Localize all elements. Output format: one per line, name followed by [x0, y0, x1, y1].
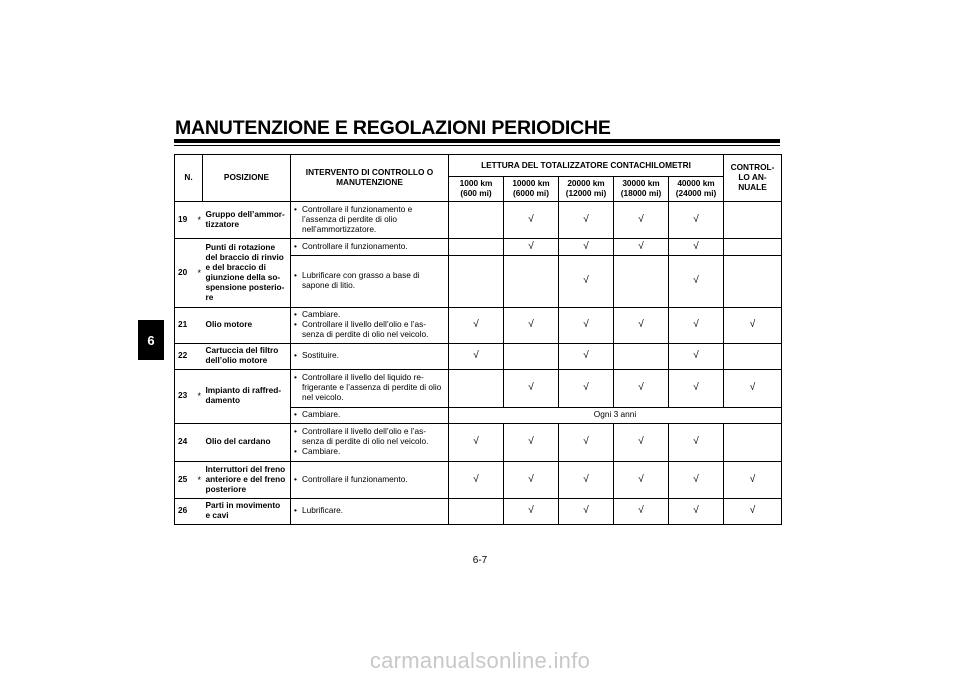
row-actions: • Cambiare.	[291, 407, 449, 423]
row-position: Gruppo dell’ammor-tizzatore	[203, 201, 291, 238]
row-actions: • Cambiare. • Controllare il livello dell’olio e l’as-senza di perdite di olio nel veicolo.	[291, 307, 449, 343]
title-rule-thin	[174, 145, 780, 146]
row-actions: • Lubrificare con grasso a base di sapone di litio.	[291, 255, 449, 307]
check-annual: √	[724, 498, 782, 524]
header-km-1000: 1000 km (600 mi)	[449, 177, 504, 202]
row-number: 19	[175, 201, 195, 238]
row-star	[195, 498, 203, 524]
header-km-20000: 20000 km (12000 mi)	[559, 177, 614, 202]
check-40000: √	[669, 307, 724, 343]
check-10000	[504, 343, 559, 369]
check-40000: √	[669, 423, 724, 461]
row-actions: • Controllare il funzionamento.	[291, 461, 449, 498]
check-10000: √	[504, 498, 559, 524]
check-40000: √	[669, 498, 724, 524]
row-position: Cartuccia del filtro dell’olio motore	[203, 343, 291, 369]
row-star	[195, 343, 203, 369]
check-1000	[449, 201, 504, 238]
check-30000: √	[614, 423, 669, 461]
row-actions: • Controllare il livello dell’olio e l’as-senza di perdite di olio nel veicolo. • Cambiare.	[291, 423, 449, 461]
row-position: Punti di rotazione del braccio di rinvio e del braccio di giunzione della so-spensione posterio-re	[203, 238, 291, 307]
check-1000: √	[449, 307, 504, 343]
row-number: 26	[175, 498, 195, 524]
check-30000: √	[614, 369, 669, 407]
row-number: 24	[175, 423, 195, 461]
row-star: *	[195, 201, 203, 238]
check-1000: √	[449, 461, 504, 498]
row-number: 20	[175, 238, 195, 307]
row-star	[195, 423, 203, 461]
check-1000	[449, 238, 504, 255]
watermark: carmanualsonline.info	[369, 648, 591, 673]
check-30000: √	[614, 201, 669, 238]
check-annual: √	[724, 369, 782, 407]
check-20000: √	[559, 343, 614, 369]
row-star	[195, 307, 203, 343]
page-title: MANUTENZIONE E REGOLAZIONI PERIODICHE	[175, 117, 611, 139]
check-10000: √	[504, 238, 559, 255]
table-row-19	[175, 201, 782, 238]
table-row-23a	[175, 369, 782, 407]
check-annual	[724, 201, 782, 238]
table-row-20a	[175, 238, 782, 255]
maintenance-table	[174, 154, 782, 525]
check-40000: √	[669, 201, 724, 238]
row-number: 22	[175, 343, 195, 369]
table-row-22	[175, 343, 782, 369]
row-star: *	[195, 461, 203, 498]
header-km-40000: 40000 km (24000 mi)	[669, 177, 724, 202]
check-20000: √	[559, 238, 614, 255]
row-position: Impianto di raffred-damento	[203, 369, 291, 423]
check-1000	[449, 255, 504, 307]
row-position: Olio del cardano	[203, 423, 291, 461]
row-actions: • Controllare il funzionamento e l’assenza di perdite di olio nell’ammortizzatore.	[291, 201, 449, 238]
table-row-25	[175, 461, 782, 498]
check-1000	[449, 498, 504, 524]
row-position: Interruttori del freno anteriore e del freno posteriore	[203, 461, 291, 498]
interval-text: Ogni 3 anni	[449, 407, 782, 423]
table-row-21	[175, 307, 782, 343]
header-intervention: INTERVENTO DI CONTROLLO O MANUTENZIONE	[291, 155, 449, 202]
check-40000: √	[669, 369, 724, 407]
check-30000	[614, 255, 669, 307]
header-km-10000: 10000 km (6000 mi)	[504, 177, 559, 202]
check-40000: √	[669, 255, 724, 307]
check-30000	[614, 343, 669, 369]
table-row-26	[175, 498, 782, 524]
chapter-tab: 6	[138, 320, 164, 360]
check-10000: √	[504, 201, 559, 238]
check-40000: √	[669, 343, 724, 369]
check-20000: √	[559, 255, 614, 307]
check-10000: √	[504, 461, 559, 498]
row-star: *	[195, 238, 203, 307]
check-10000	[504, 255, 559, 307]
check-20000: √	[559, 498, 614, 524]
check-annual	[724, 423, 782, 461]
row-actions: • Controllare il funzionamento.	[291, 238, 449, 255]
check-30000: √	[614, 238, 669, 255]
check-30000: √	[614, 498, 669, 524]
check-annual	[724, 255, 782, 307]
header-odometer: LETTURA DEL TOTALIZZATORE CONTACHILOMETRI	[449, 155, 724, 177]
header-position: POSIZIONE	[203, 155, 291, 202]
check-20000: √	[559, 307, 614, 343]
check-annual	[724, 238, 782, 255]
row-number: 21	[175, 307, 195, 343]
title-rule-thick	[174, 139, 780, 143]
row-number: 25	[175, 461, 195, 498]
row-position: Parti in movimento e cavi	[203, 498, 291, 524]
header-annual: CONTROL-LO AN-NUALE	[724, 155, 782, 202]
check-20000: √	[559, 369, 614, 407]
check-30000: √	[614, 307, 669, 343]
table-row-24	[175, 423, 782, 461]
header-n: N.	[175, 155, 203, 202]
check-10000: √	[504, 369, 559, 407]
check-1000: √	[449, 343, 504, 369]
row-actions: • Sostituire.	[291, 343, 449, 369]
row-number: 23	[175, 369, 195, 423]
row-actions: • Controllare il livello del liquido re-frigerante e l’assenza di perdite di olio nel veicolo.	[291, 369, 449, 407]
page-number: 6-7	[472, 555, 488, 566]
check-annual: √	[724, 461, 782, 498]
check-1000	[449, 369, 504, 407]
check-annual	[724, 343, 782, 369]
check-1000: √	[449, 423, 504, 461]
check-10000: √	[504, 307, 559, 343]
check-10000: √	[504, 423, 559, 461]
row-star: *	[195, 369, 203, 423]
header-km-30000: 30000 km (18000 mi)	[614, 177, 669, 202]
check-30000: √	[614, 461, 669, 498]
row-position: Olio motore	[203, 307, 291, 343]
check-40000: √	[669, 238, 724, 255]
check-20000: √	[559, 201, 614, 238]
check-annual: √	[724, 307, 782, 343]
row-actions: • Lubrificare.	[291, 498, 449, 524]
check-20000: √	[559, 461, 614, 498]
check-40000: √	[669, 461, 724, 498]
check-20000: √	[559, 423, 614, 461]
